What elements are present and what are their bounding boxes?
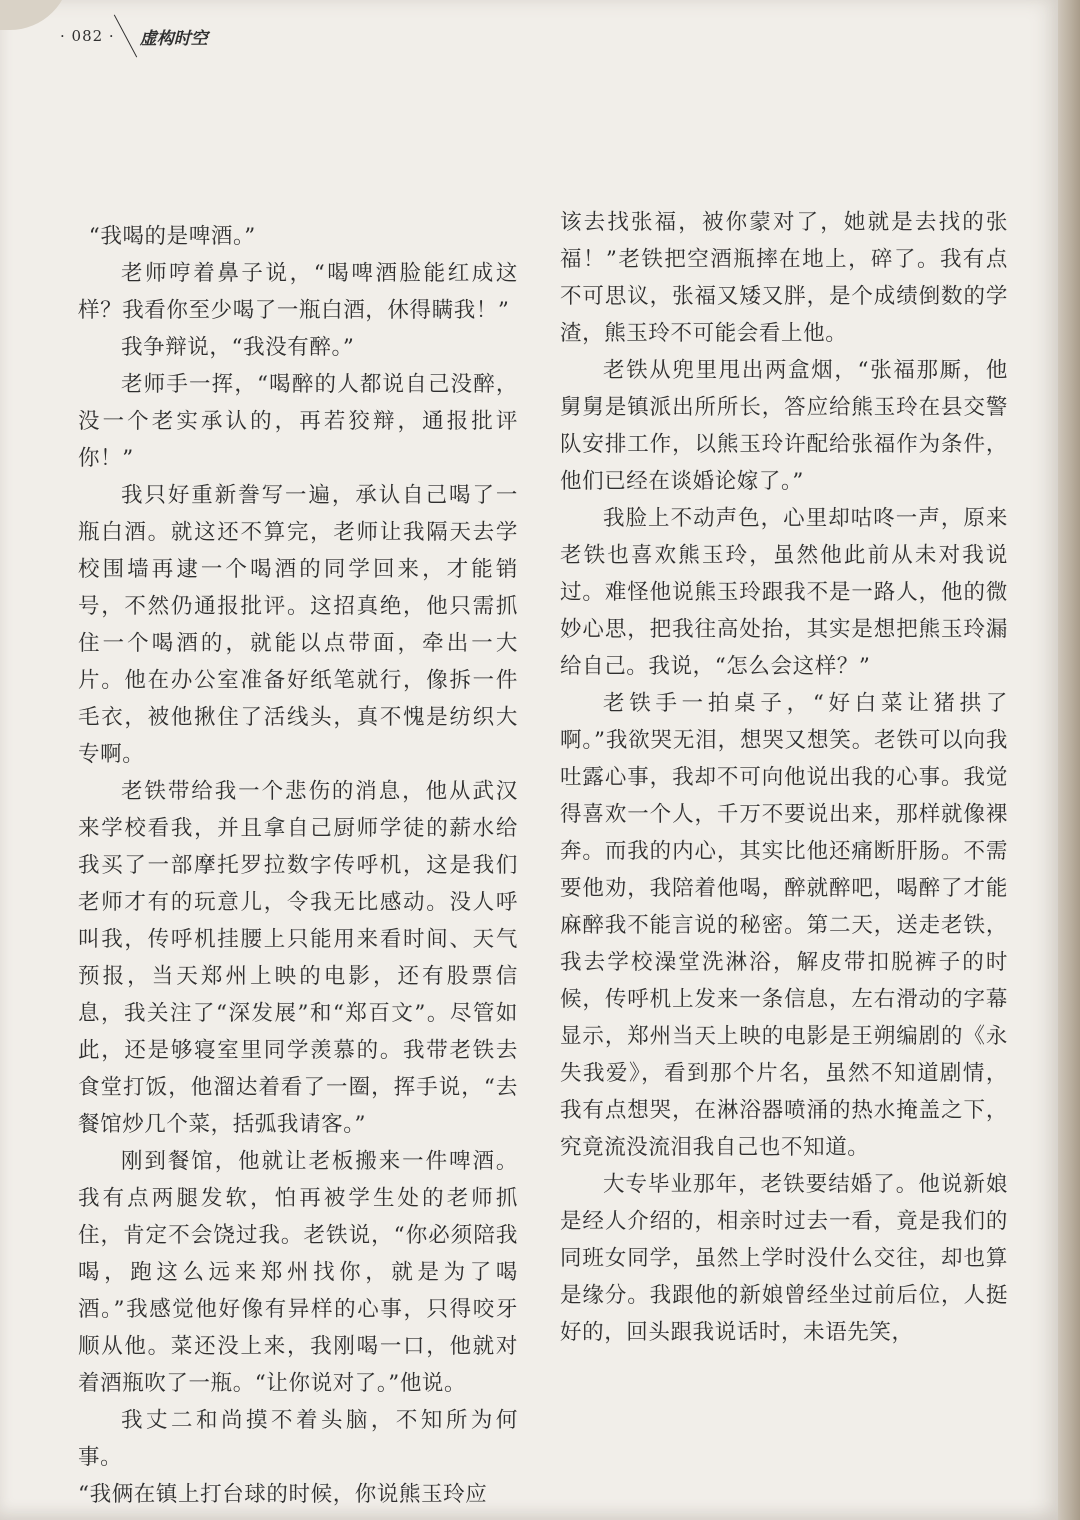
paragraph: 我争辩说，“我没有醉。”: [121, 335, 355, 360]
paragraph: 老师哼着鼻子说，“喝啤酒脸能红成这样？我看你至少喝了一瓶白酒，休得瞒我！”: [78, 261, 518, 323]
paragraph: 我只好重新誊写一遍，承认自己喝了一瓶白酒。就这还不算完，老师让我隔天去学校围墙再逮一个喝酒的同学回来，才能销号，不然仍通报批评。这招真绝，他只需抓住一个喝酒的，就能以点带面，牵出一大片。他在办公室准备好纸笔就行，像拆一件毛衣，被他揪住了活线头，真不愧是纺织大专啊。: [78, 483, 518, 767]
paragraph: “我俩在镇上打台球的时候，你说熊玉玲应: [78, 1482, 488, 1507]
paragraph: 刚到餐馆，他就让老板搬来一件啤酒。我有点两腿发软，怕再被学生处的老师抓住，肯定不会饶过我。老铁说，“你必须陪我喝，跑这么远来郑州找你，就是为了喝酒。”我感觉他好像有异样的心事，只得咬牙顺从他。菜还没上来，我刚喝一口，他就对着酒瓶吹了一瓶。“让你说对了。”他说。: [78, 1149, 518, 1396]
running-header: [60, 20, 208, 52]
header-divider: [113, 15, 136, 58]
paragraph: 该去找张福，被你蒙对了，她就是去找的张福！”老铁把空酒瓶摔在地上，碎了。我有点不可思议，张福又矮又胖，是个成绩倒数的学渣，熊玉玲不可能会看上他。: [560, 210, 1008, 346]
paragraph: 我脸上不动声色，心里却咕咚一声，原来老铁也喜欢熊玉玲，虽然他此前从未对我说过。难怪他说熊玉玲跟我不是一路人，他的微妙心思，把我往高处抬，其实是想把熊玉玲漏给自己。我说，“怎么会这样？”: [560, 506, 1008, 679]
section-title: 虚构时空: [139, 28, 208, 49]
paragraph: 老师手一挥，“喝醉的人都说自己没醉，没一个老实承认的，再若狡辩，通报批评你！”: [78, 372, 518, 471]
paragraph: 老铁从兜里甩出两盒烟，“张福那厮，他舅舅是镇派出所所长，答应给熊玉玲在县交警队安排工作，以熊玉玲许配给张福作为条件，他们已经在谈婚论嫁了。”: [560, 358, 1008, 494]
page-edge: [1058, 0, 1080, 1520]
paragraph: 我丈二和尚摸不着头脑，不知所为何事。: [78, 1408, 518, 1470]
paragraph: 老铁手一拍桌子，“好白菜让猪拱了啊。”我欲哭无泪，想哭又想笑。老铁可以向我吐露心事，我却不可向他说出我的心事。我觉得喜欢一个人，千万不要说出来，那样就像裸奔。而我的内心，其实比他还痛断肝肠。不需要他劝，我陪着他喝，醉就醉吧，喝醉了才能麻醉我不能言说的秘密。第二天，送走老铁，我去学校澡堂洗淋浴，解皮带扣脱裤子的时候，传呼机上发来一条信息，左右滑动的字幕显示，郑州当天上映的电影是王朔编剧的《永失我爱》，看到那个片名，虽然不知道剧情，我有点想哭，在淋浴器喷涌的热水掩盖之下，究竟流没流泪我自己也不知道。: [560, 691, 1008, 1160]
left-column: [78, 218, 518, 1513]
right-column: [560, 204, 1008, 1351]
page-number: · 082 ·: [60, 27, 115, 45]
paragraph: 大专毕业那年，老铁要结婚了。他说新娘是经人介绍的，相亲时过去一看，竟是我们的同班女同学，虽然上学时没什么交往，却也算是缘分。我跟他的新娘曾经坐过前后位，人挺好的，回头跟我说话时，未语先笑，: [560, 1172, 1008, 1345]
paragraph: 老铁带给我一个悲伤的消息，他从武汉来学校看我，并且拿自己厨师学徒的薪水给我买了一部摩托罗拉数字传呼机，这是我们老师才有的玩意儿，令我无比感动。没人呼叫我，传呼机挂腰上只能用来看时间、天气预报，当天郑州上映的电影，还有股票信息，我关注了“深发展”和“郑百文”。尽管如此，还是够寝室里同学羡慕的。我带老铁去食堂打饭，他溜达着看了一圈，挥手说，“去餐馆炒几个菜，括弧我请客。”: [78, 779, 518, 1137]
paragraph: “我喝的是啤酒。”: [88, 224, 256, 249]
